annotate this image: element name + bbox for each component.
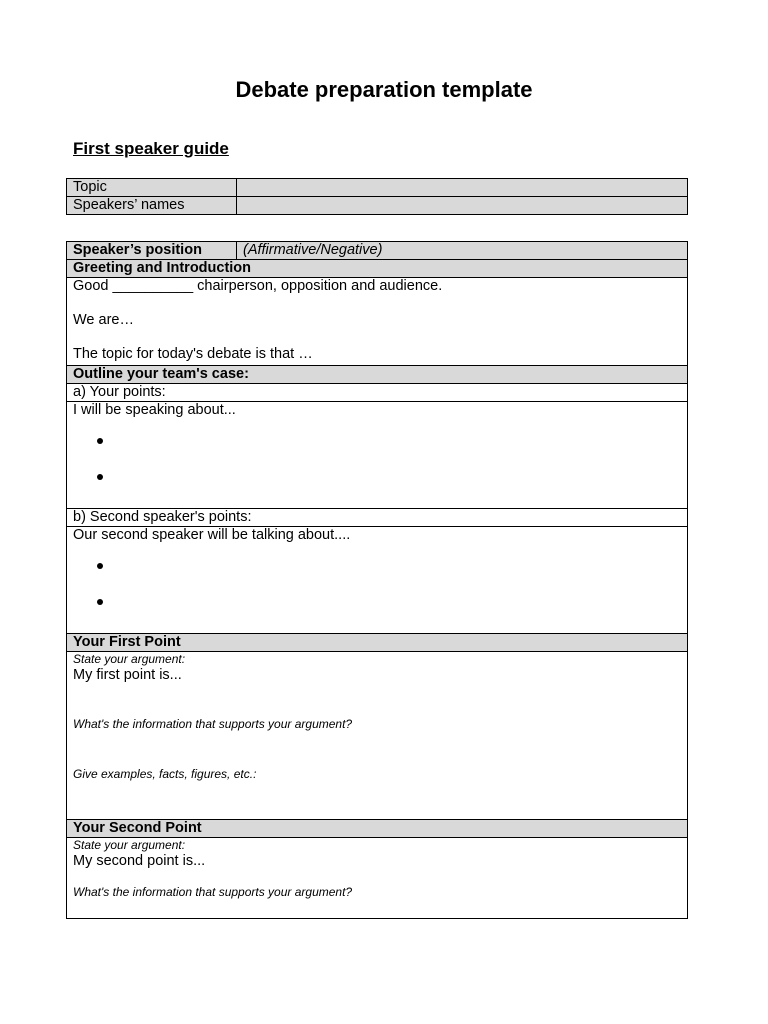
- speakers-names-label: Speakers’ names: [67, 197, 237, 215]
- second-points-bullet-list: [73, 544, 681, 633]
- topic-value-cell[interactable]: [237, 179, 688, 197]
- list-item[interactable]: [73, 455, 681, 491]
- second-point-info-prompt: What's the information that supports your argument?: [73, 885, 353, 899]
- speaker-guide-table: [66, 241, 688, 919]
- greeting-line-3: The topic for today's debate is that …: [73, 346, 313, 362]
- list-item[interactable]: [73, 419, 681, 455]
- table-row: [67, 838, 688, 919]
- first-point-examples-prompt: Give examples, facts, figures, etc.:: [73, 767, 257, 781]
- bullet-icon: [97, 563, 103, 569]
- info-table: [66, 178, 688, 215]
- speakers-names-value-cell[interactable]: [237, 197, 688, 215]
- table-row: [67, 242, 688, 260]
- bullet-icon: [97, 474, 103, 480]
- table-row: [67, 384, 688, 402]
- first-point-text: My first point is...: [73, 667, 182, 683]
- table-row: [67, 278, 688, 366]
- table-row: [67, 820, 688, 838]
- table-row: [67, 197, 688, 215]
- table-row: [67, 366, 688, 384]
- your-points-label: a) Your points:: [67, 384, 688, 402]
- topic-label: Topic: [67, 179, 237, 197]
- table-row: [67, 179, 688, 197]
- bullet-icon: [97, 599, 103, 605]
- second-point-cell[interactable]: [67, 838, 688, 919]
- list-item[interactable]: [73, 490, 681, 508]
- first-point-cell[interactable]: [67, 652, 688, 820]
- list-item[interactable]: [73, 580, 681, 616]
- second-point-text: My second point is...: [73, 853, 206, 869]
- greeting-line-1: Good __________ chairperson, opposition and audience.: [73, 278, 443, 294]
- greeting-header: Greeting and Introduction: [67, 260, 688, 278]
- second-points-label: b) Second speaker's points:: [67, 509, 688, 527]
- bullet-icon: [97, 438, 103, 444]
- greeting-cell[interactable]: [67, 278, 688, 366]
- table-row: [67, 527, 688, 634]
- outline-header: Outline your team's case:: [67, 366, 688, 384]
- your-points-intro: I will be speaking about...: [73, 402, 236, 418]
- second-points-cell[interactable]: [67, 527, 688, 634]
- second-points-intro: Our second speaker will be talking about....: [73, 527, 351, 543]
- list-item[interactable]: [73, 615, 681, 633]
- second-point-state-label: State your argument:: [73, 838, 186, 852]
- section-subheading: First speaker guide: [73, 139, 229, 158]
- your-points-bullet-list: [73, 419, 681, 508]
- first-point-header: Your First Point: [67, 634, 688, 652]
- greeting-line-2: We are…: [73, 312, 134, 328]
- table-row: [67, 634, 688, 652]
- first-point-info-prompt: What's the information that supports your argument?: [73, 717, 353, 731]
- list-item[interactable]: [73, 544, 681, 580]
- position-label: Speaker’s position: [67, 242, 237, 260]
- table-row: [67, 652, 688, 820]
- table-row: [67, 260, 688, 278]
- position-value[interactable]: (Affirmative/Negative): [237, 242, 688, 260]
- your-points-cell[interactable]: [67, 402, 688, 509]
- table-row: [67, 402, 688, 509]
- second-point-header: Your Second Point: [67, 820, 688, 838]
- document-title: Debate preparation template: [235, 77, 533, 102]
- first-point-state-label: State your argument:: [73, 652, 186, 666]
- table-row: [67, 509, 688, 527]
